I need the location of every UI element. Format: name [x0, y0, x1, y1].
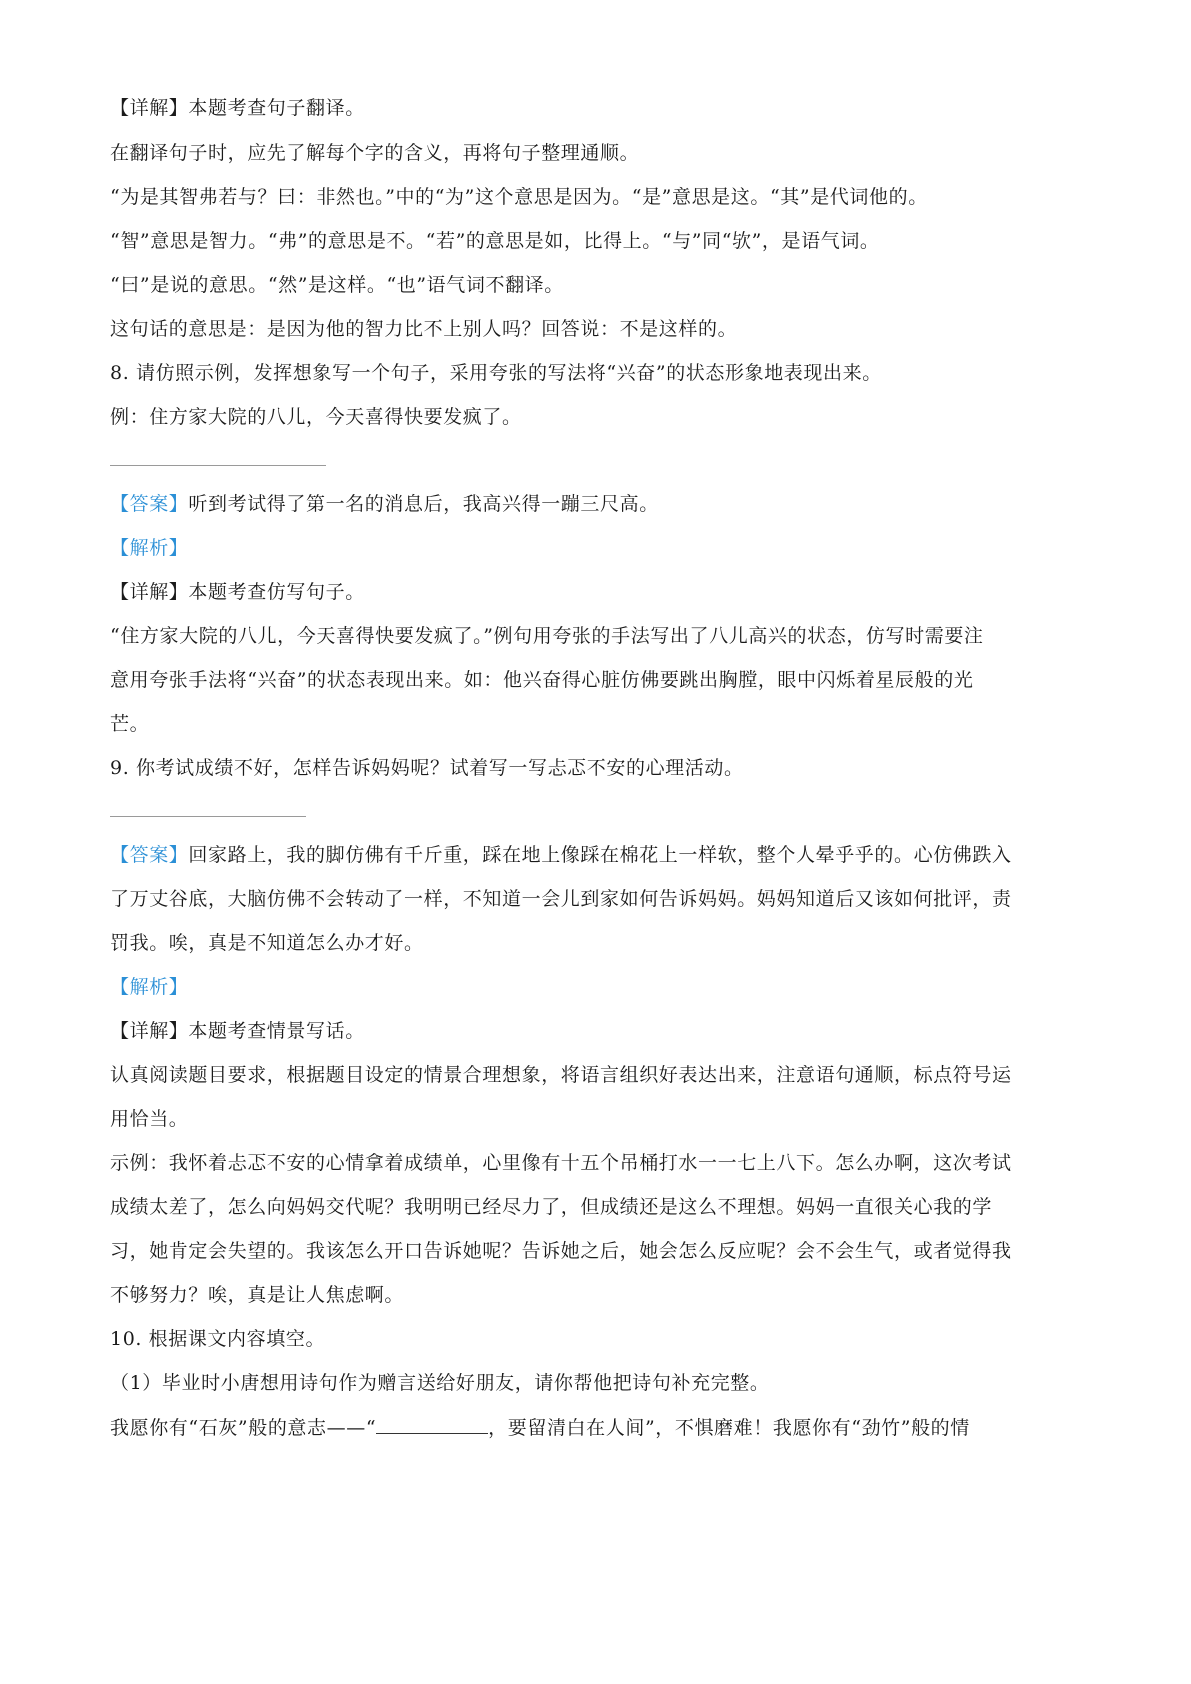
paragraph: 芒。 — [110, 713, 150, 735]
fill-blank[interactable] — [376, 1415, 488, 1434]
detail-heading-3: 【详解】本题考查情景写话。 — [110, 1020, 365, 1042]
question-10: 10. 根据课文内容填空。 — [110, 1328, 326, 1350]
answer-line-9 — [110, 816, 306, 817]
paragraph: 这句话的意思是：是因为他的智力比不上别人吗？回答说：不是这样的。 — [110, 318, 738, 340]
answer-text: 回家路上，我的脚仿佛有千斤重，踩在地上像踩在棉花上一样软，整个人晕乎乎的。心仿佛跌入 — [188, 844, 1012, 866]
paragraph: 了万丈谷底，大脑仿佛不会转动了一样，不知道一会儿到家如何告诉妈妈。妈妈知道后又该如何批评，责 — [110, 888, 1012, 910]
answer-tag: 【答案】 — [110, 844, 189, 866]
paragraph: 成绩太差了，怎么向妈妈交代呢？我明明已经尽力了，但成绩还是这么不理想。妈妈一直很关心我的学 — [110, 1196, 993, 1218]
paragraph: 不够努力？唉，真是让人焦虑啊。 — [110, 1284, 405, 1306]
analysis-tag: 【解析】 — [110, 537, 189, 559]
paragraph: 用恰当。 — [110, 1108, 189, 1130]
fill-text-after: ，要留清白在人间”，不惧磨难！我愿你有“劲竹”般的情 — [488, 1417, 970, 1439]
analysis-tag: 【解析】 — [110, 976, 189, 998]
question-9: 9. 你考试成绩不好，怎样告诉妈妈呢？试着写一写忐忑不安的心理活动。 — [110, 757, 744, 779]
answer-text: 听到考试得了第一名的消息后，我高兴得一蹦三尺高。 — [188, 493, 659, 515]
paragraph: 意用夸张手法将“兴奋”的状态表现出来。如：他兴奋得心脏仿佛要跳出胸膛，眼中闪烁着星辰般的光 — [110, 669, 974, 691]
detail-heading-2: 【详解】本题考查仿写句子。 — [110, 581, 365, 603]
paragraph: “智”意思是智力。“弗”的意思是不。“若”的意思是如，比得上。“与”同“欤”，是语气词。 — [110, 230, 880, 252]
question-10-1: （1）毕业时小唐想用诗句作为赠言送给好朋友，请你帮他把诗句补充完整。 — [110, 1372, 770, 1394]
answer-8 — [110, 492, 659, 516]
answer-tag: 【答案】 — [110, 493, 189, 515]
paragraph: “为是其智弗若与？曰：非然也。”中的“为”这个意思是因为。“是”意思是这。“其”是代词他的。 — [110, 186, 928, 208]
paragraph: “曰”是说的意思。“然”是这样。“也”语气词不翻译。 — [110, 274, 564, 296]
paragraph: 习，她肯定会失望的。我该怎么开口告诉她呢？告诉她之后，她会怎么反应呢？会不会生气，或者觉得我 — [110, 1240, 1012, 1262]
detail-heading-1: 【详解】本题考查句子翻译。 — [110, 97, 365, 119]
paragraph: 示例：我怀着忐忑不安的心情拿着成绩单，心里像有十五个吊桶打水一一七上八下。怎么办啊，这次考试 — [110, 1152, 1012, 1174]
paragraph: 在翻译句子时，应先了解每个字的含义，再将句子整理通顺。 — [110, 142, 640, 164]
answer-9 — [110, 843, 1012, 867]
question-8-example: 例：住方家大院的八儿，今天喜得快要发疯了。 — [110, 406, 522, 428]
question-10-fill — [110, 1415, 970, 1440]
paragraph: 认真阅读题目要求，根据题目设定的情景合理想象，将语言组织好表达出来，注意语句通顺，标点符号运 — [110, 1064, 1012, 1086]
paragraph: “住方家大院的八儿，今天喜得快要发疯了。”例句用夸张的手法写出了八儿高兴的状态，仿写时需要注 — [110, 625, 984, 647]
paragraph: 罚我。唉，真是不知道怎么办才好。 — [110, 932, 424, 954]
fill-text-before: 我愿你有“石灰”般的意志——“ — [110, 1417, 377, 1439]
question-8: 8. 请仿照示例，发挥想象写一个句子，采用夸张的写法将“兴奋”的状态形象地表现出来。 — [110, 362, 882, 384]
answer-line-8 — [110, 465, 326, 466]
